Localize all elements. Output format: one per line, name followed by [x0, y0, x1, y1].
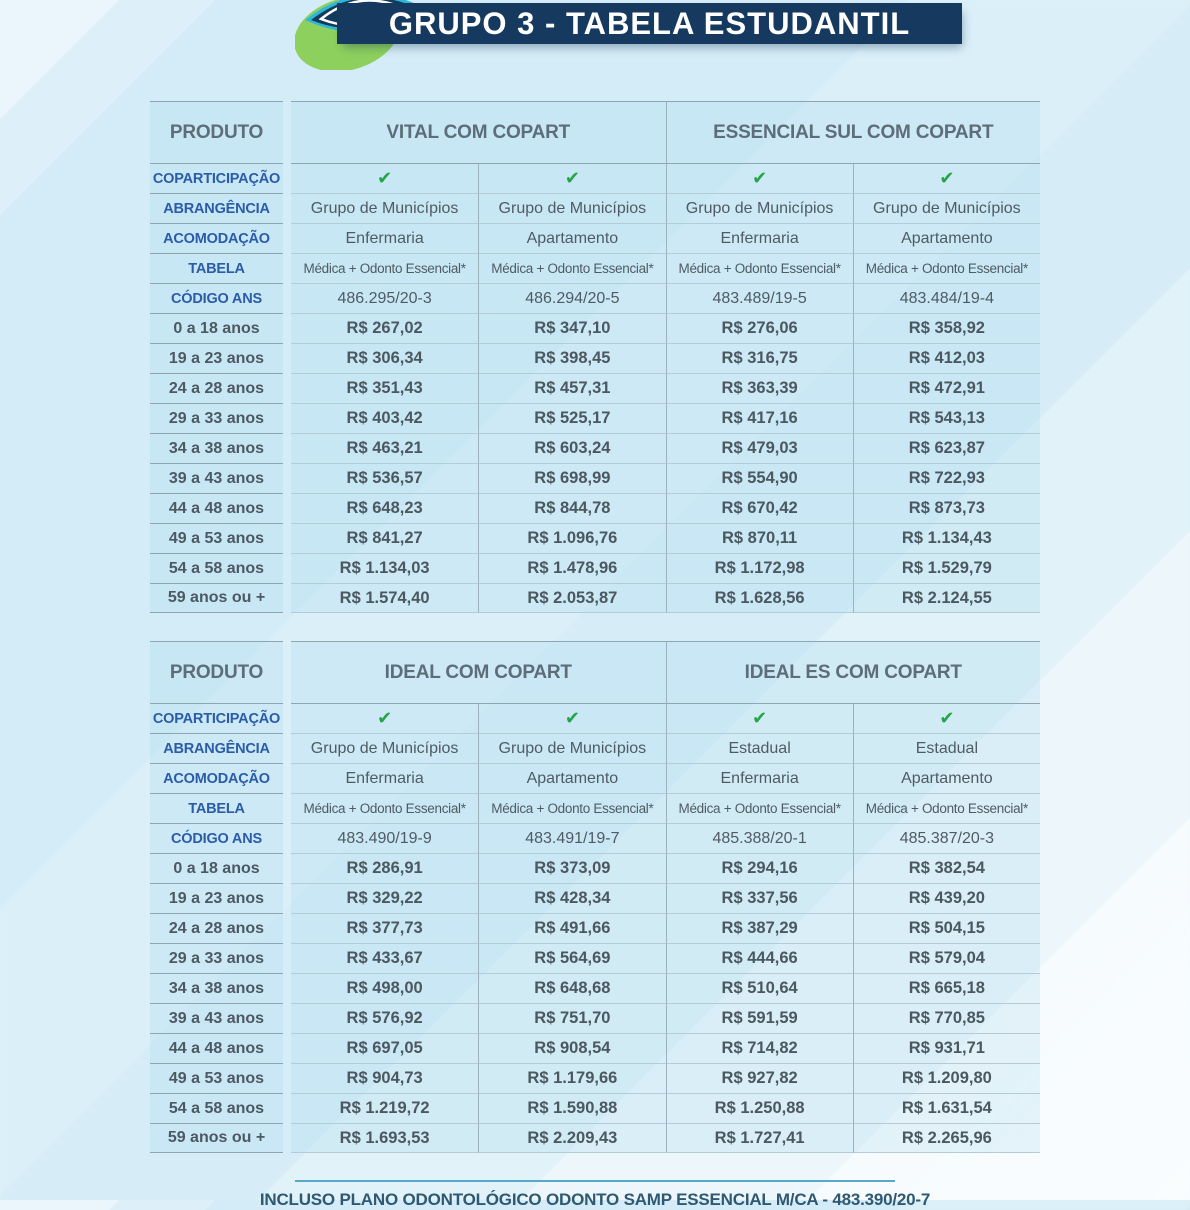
tabela-value: Médica + Odonto Essencial*	[291, 253, 478, 283]
price-value: R$ 294,16	[666, 853, 853, 883]
price-value: R$ 2.053,87	[478, 583, 665, 613]
row-label: 59 anos ou +	[150, 1123, 283, 1153]
tabela-value: Médica + Odonto Essencial*	[478, 253, 665, 283]
row-label: 29 a 33 anos	[150, 403, 283, 433]
acomodacao-value: Apartamento	[853, 763, 1040, 793]
row-label: 24 a 28 anos	[150, 913, 283, 943]
price-value: R$ 670,42	[666, 493, 853, 523]
coparticipation-check-icon: ✔	[853, 703, 1040, 733]
row-label: COPARTICIPAÇÃO	[150, 163, 283, 193]
abrangencia-value: Grupo de Municípios	[853, 193, 1040, 223]
price-value: R$ 351,43	[291, 373, 478, 403]
price-value: R$ 316,75	[666, 343, 853, 373]
row-label: 54 a 58 anos	[150, 553, 283, 583]
tabela-value: Médica + Odonto Essencial*	[853, 793, 1040, 823]
price-value: R$ 665,18	[853, 973, 1040, 1003]
price-value: R$ 648,23	[291, 493, 478, 523]
row-label: 39 a 43 anos	[150, 1003, 283, 1033]
row-label: 39 a 43 anos	[150, 463, 283, 493]
price-value: R$ 472,91	[853, 373, 1040, 403]
price-value: R$ 1.631,54	[853, 1093, 1040, 1123]
price-value: R$ 623,87	[853, 433, 1040, 463]
codigo_ans-value: 486.294/20-5	[478, 283, 665, 313]
row-label: 0 a 18 anos	[150, 853, 283, 883]
title-banner	[337, 3, 962, 44]
abrangencia-value: Estadual	[853, 733, 1040, 763]
row-label: 34 a 38 anos	[150, 973, 283, 1003]
price-value: R$ 428,34	[478, 883, 665, 913]
price-value: R$ 697,05	[291, 1033, 478, 1063]
coparticipation-check-icon: ✔	[666, 163, 853, 193]
acomodacao-value: Enfermaria	[666, 763, 853, 793]
price-value: R$ 931,71	[853, 1033, 1040, 1063]
row-label: 34 a 38 anos	[150, 433, 283, 463]
price-value: R$ 1.209,80	[853, 1063, 1040, 1093]
coparticipation-check-icon: ✔	[291, 703, 478, 733]
coparticipation-check-icon: ✔	[478, 703, 665, 733]
price-value: R$ 382,54	[853, 853, 1040, 883]
price-value: R$ 2.124,55	[853, 583, 1040, 613]
row-label: CÓDIGO ANS	[150, 283, 283, 313]
price-value: R$ 841,27	[291, 523, 478, 553]
group-header: ESSENCIAL SUL COM COPART	[666, 101, 1041, 163]
coparticipation-check-icon: ✔	[478, 163, 665, 193]
price-value: R$ 1.727,41	[666, 1123, 853, 1153]
product-column-header: PRODUTO	[150, 641, 283, 703]
price-value: R$ 286,91	[291, 853, 478, 883]
price-value: R$ 417,16	[666, 403, 853, 433]
coparticipation-check-icon: ✔	[853, 163, 1040, 193]
acomodacao-value: Apartamento	[853, 223, 1040, 253]
row-label: 49 a 53 anos	[150, 1063, 283, 1093]
price-value: R$ 457,31	[478, 373, 665, 403]
coparticipation-check-icon: ✔	[291, 163, 478, 193]
row-label: 29 a 33 anos	[150, 943, 283, 973]
price-value: R$ 377,73	[291, 913, 478, 943]
price-value: R$ 1.134,03	[291, 553, 478, 583]
acomodacao-value: Enfermaria	[291, 223, 478, 253]
row-label: 24 a 28 anos	[150, 373, 283, 403]
acomodacao-value: Enfermaria	[291, 763, 478, 793]
tabela-value: Médica + Odonto Essencial*	[478, 793, 665, 823]
row-label: 54 a 58 anos	[150, 1093, 283, 1123]
price-value: R$ 603,24	[478, 433, 665, 463]
price-value: R$ 329,22	[291, 883, 478, 913]
price-value: R$ 412,03	[853, 343, 1040, 373]
price-value: R$ 1.590,88	[478, 1093, 665, 1123]
price-value: R$ 1.172,98	[666, 553, 853, 583]
acomodacao-value: Apartamento	[478, 763, 665, 793]
price-value: R$ 554,90	[666, 463, 853, 493]
abrangencia-value: Grupo de Municípios	[291, 193, 478, 223]
group-header: VITAL COM COPART	[291, 101, 666, 163]
footer-note: INCLUSO PLANO ODONTOLÓGICO ODONTO SAMP ESSENCIAL M/CA - 483.390/20-7	[259, 1190, 931, 1209]
price-value: R$ 722,93	[853, 463, 1040, 493]
codigo_ans-value: 485.387/20-3	[853, 823, 1040, 853]
price-value: R$ 498,00	[291, 973, 478, 1003]
price-value: R$ 579,04	[853, 943, 1040, 973]
price-value: R$ 373,09	[478, 853, 665, 883]
price-value: R$ 927,82	[666, 1063, 853, 1093]
price-value: R$ 337,56	[666, 883, 853, 913]
price-value: R$ 770,85	[853, 1003, 1040, 1033]
price-value: R$ 1.693,53	[291, 1123, 478, 1153]
price-value: R$ 591,59	[666, 1003, 853, 1033]
price-value: R$ 387,29	[666, 913, 853, 943]
price-value: R$ 525,17	[478, 403, 665, 433]
price-value: R$ 444,66	[666, 943, 853, 973]
row-label: ABRANGÊNCIA	[150, 733, 283, 763]
codigo_ans-value: 483.491/19-7	[478, 823, 665, 853]
price-value: R$ 904,73	[291, 1063, 478, 1093]
row-label: CÓDIGO ANS	[150, 823, 283, 853]
tabela-value: Médica + Odonto Essencial*	[291, 793, 478, 823]
page-title: GRUPO 3 - TABELA ESTUDANTIL	[388, 5, 911, 41]
price-value: R$ 1.478,96	[478, 553, 665, 583]
price-value: R$ 1.219,72	[291, 1093, 478, 1123]
price-value: R$ 1.134,43	[853, 523, 1040, 553]
price-value: R$ 463,21	[291, 433, 478, 463]
row-label: 19 a 23 anos	[150, 343, 283, 373]
row-label: 49 a 53 anos	[150, 523, 283, 553]
price-value: R$ 543,13	[853, 403, 1040, 433]
price-value: R$ 908,54	[478, 1033, 665, 1063]
price-value: R$ 276,06	[666, 313, 853, 343]
price-value: R$ 479,03	[666, 433, 853, 463]
row-label: 59 anos ou +	[150, 583, 283, 613]
price-value: R$ 267,02	[291, 313, 478, 343]
price-value: R$ 714,82	[666, 1033, 853, 1063]
price-value: R$ 564,69	[478, 943, 665, 973]
price-value: R$ 576,92	[291, 1003, 478, 1033]
acomodacao-value: Enfermaria	[666, 223, 853, 253]
group-header: IDEAL ES COM COPART	[666, 641, 1041, 703]
acomodacao-value: Apartamento	[478, 223, 665, 253]
abrangencia-value: Grupo de Municípios	[291, 733, 478, 763]
price-table	[150, 101, 1040, 613]
price-value: R$ 510,64	[666, 973, 853, 1003]
abrangencia-value: Estadual	[666, 733, 853, 763]
codigo_ans-value: 486.295/20-3	[291, 283, 478, 313]
price-value: R$ 439,20	[853, 883, 1040, 913]
price-value: R$ 873,73	[853, 493, 1040, 523]
price-value: R$ 347,10	[478, 313, 665, 343]
price-value: R$ 306,34	[291, 343, 478, 373]
price-value: R$ 844,78	[478, 493, 665, 523]
price-table	[150, 641, 1040, 1153]
row-label: 0 a 18 anos	[150, 313, 283, 343]
price-value: R$ 491,66	[478, 913, 665, 943]
row-label: ACOMODAÇÃO	[150, 763, 283, 793]
price-value: R$ 433,67	[291, 943, 478, 973]
price-value: R$ 363,39	[666, 373, 853, 403]
price-value: R$ 2.265,96	[853, 1123, 1040, 1153]
price-value: R$ 1.574,40	[291, 583, 478, 613]
codigo_ans-value: 483.489/19-5	[666, 283, 853, 313]
price-value: R$ 751,70	[478, 1003, 665, 1033]
price-value: R$ 2.209,43	[478, 1123, 665, 1153]
codigo_ans-value: 483.490/19-9	[291, 823, 478, 853]
price-value: R$ 1.628,56	[666, 583, 853, 613]
price-value: R$ 870,11	[666, 523, 853, 553]
price-value: R$ 1.529,79	[853, 553, 1040, 583]
row-label: 19 a 23 anos	[150, 883, 283, 913]
price-value: R$ 698,99	[478, 463, 665, 493]
price-value: R$ 358,92	[853, 313, 1040, 343]
group-header: IDEAL COM COPART	[291, 641, 666, 703]
codigo_ans-value: 485.388/20-1	[666, 823, 853, 853]
row-label: 44 a 48 anos	[150, 1033, 283, 1063]
row-label: TABELA	[150, 793, 283, 823]
product-column-header: PRODUTO	[150, 101, 283, 163]
tabela-value: Médica + Odonto Essencial*	[666, 253, 853, 283]
price-value: R$ 648,68	[478, 973, 665, 1003]
price-value: R$ 1.179,66	[478, 1063, 665, 1093]
price-value: R$ 403,42	[291, 403, 478, 433]
price-value: R$ 536,57	[291, 463, 478, 493]
price-value: R$ 1.096,76	[478, 523, 665, 553]
price-value: R$ 1.250,88	[666, 1093, 853, 1123]
row-label: TABELA	[150, 253, 283, 283]
tabela-value: Médica + Odonto Essencial*	[853, 253, 1040, 283]
row-label: 44 a 48 anos	[150, 493, 283, 523]
row-label: ABRANGÊNCIA	[150, 193, 283, 223]
price-value: R$ 398,45	[478, 343, 665, 373]
price-value: R$ 504,15	[853, 913, 1040, 943]
coparticipation-check-icon: ✔	[666, 703, 853, 733]
abrangencia-value: Grupo de Municípios	[666, 193, 853, 223]
tabela-value: Médica + Odonto Essencial*	[666, 793, 853, 823]
codigo_ans-value: 483.484/19-4	[853, 283, 1040, 313]
abrangencia-value: Grupo de Municípios	[478, 733, 665, 763]
row-label: COPARTICIPAÇÃO	[150, 703, 283, 733]
row-label: ACOMODAÇÃO	[150, 223, 283, 253]
footer-divider	[295, 1180, 895, 1182]
abrangencia-value: Grupo de Municípios	[478, 193, 665, 223]
